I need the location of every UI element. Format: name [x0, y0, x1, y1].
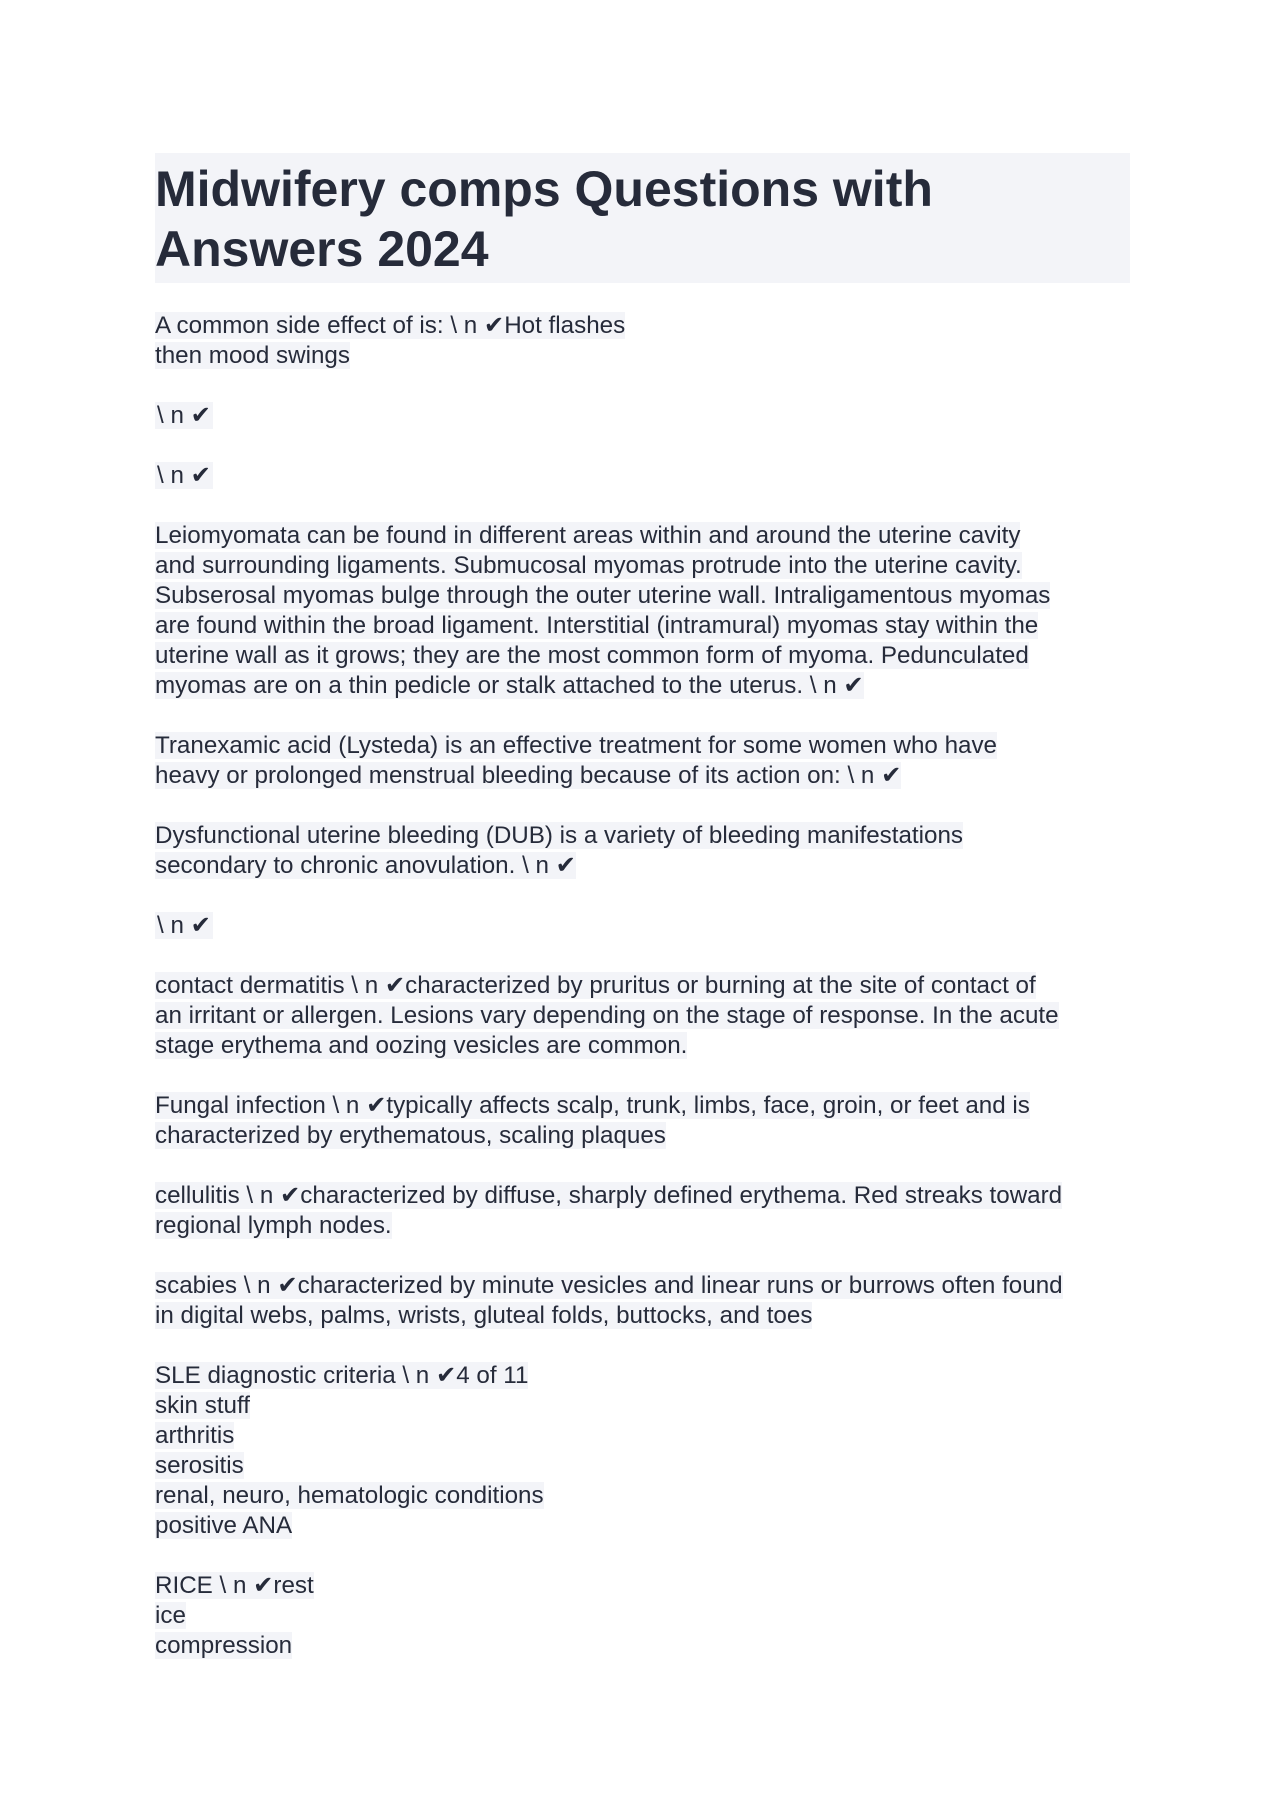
entry-line: \ n ✔: [157, 912, 211, 939]
qa-entry: [155, 971, 1130, 1061]
entry-line: secondary to chronic anovulation. \ n ✔: [155, 852, 576, 879]
entry-line: arthritis: [155, 1422, 235, 1449]
entry-line: positive ANA: [155, 1512, 293, 1539]
entry-line: Leiomyomata can be found in different areas within and around the uterine cavity: [155, 522, 1021, 549]
qa-entry: [155, 1571, 1130, 1661]
entry-line: uterine wall as it grows; they are the most common form of myoma. Pedunculated: [155, 642, 1029, 669]
qa-entry: [155, 461, 1130, 491]
entry-line: RICE \ n ✔rest: [155, 1572, 314, 1599]
entry-line: scabies \ n ✔characterized by minute vesicles and linear runs or burrows often found: [155, 1272, 1063, 1299]
entry-line: compression: [155, 1632, 293, 1659]
qa-entry: [155, 821, 1130, 881]
qa-entry: [155, 1091, 1130, 1151]
qa-entry: [155, 1271, 1130, 1331]
entry-line: and surrounding ligaments. Submucosal myomas protrude into the uterine cavity.: [155, 552, 1022, 579]
entry-line: A common side effect of is: \ n ✔Hot flashes: [155, 312, 626, 339]
entry-line: contact dermatitis \ n ✔characterized by pruritus or burning at the site of contact of: [155, 972, 1036, 999]
entry-line: skin stuff: [155, 1392, 251, 1419]
qa-entry: [155, 521, 1130, 701]
qa-entry: [155, 911, 1130, 941]
entry-line: cellulitis \ n ✔characterized by diffuse, sharply defined erythema. Red streaks toward: [155, 1182, 1063, 1209]
title-block: [155, 153, 1130, 283]
entry-line: SLE diagnostic criteria \ n ✔4 of 11: [155, 1362, 529, 1389]
qa-entry: [155, 1181, 1130, 1241]
entry-line: Fungal infection \ n ✔typically affects scalp, trunk, limbs, face, groin, or feet and is: [155, 1092, 1030, 1119]
entry-line: an irritant or allergen. Lesions vary depending on the stage of response. In the acute: [155, 1002, 1059, 1029]
qa-entry: [155, 731, 1130, 791]
entry-line: serositis: [155, 1452, 244, 1479]
entry-line: heavy or prolonged menstrual bleeding because of its action on: \ n ✔: [155, 762, 902, 789]
entry-line: are found within the broad ligament. Interstitial (intramural) myomas stay within the: [155, 612, 1039, 639]
entry-line: Tranexamic acid (Lysteda) is an effective treatment for some women who have: [155, 732, 998, 759]
entry-line: stage erythema and oozing vesicles are common.: [155, 1032, 688, 1059]
entry-line: \ n ✔: [157, 462, 211, 489]
entry-line: ice: [155, 1602, 186, 1629]
entry-line: \ n ✔: [157, 402, 211, 429]
entry-line: myomas are on a thin pedicle or stalk attached to the uterus. \ n ✔: [155, 672, 864, 699]
document-content: [155, 153, 1130, 1691]
entry-line: Subserosal myomas bulge through the outer uterine wall. Intraligamentous myomas: [155, 582, 1051, 609]
qa-entry: [155, 1361, 1130, 1541]
entry-line: in digital webs, palms, wrists, gluteal folds, buttocks, and toes: [155, 1302, 813, 1329]
entry-line: Dysfunctional uterine bleeding (DUB) is a variety of bleeding manifestations: [155, 822, 964, 849]
entry-line: renal, neuro, hematologic conditions: [155, 1482, 544, 1509]
entry-line: regional lymph nodes.: [155, 1212, 392, 1239]
entry-line: characterized by erythematous, scaling plaques: [155, 1122, 666, 1149]
qa-entry: [155, 311, 1130, 371]
qa-entry: [155, 401, 1130, 431]
entry-line: then mood swings: [155, 342, 350, 369]
page-title: Midwifery comps Questions with Answers 2024: [155, 161, 933, 277]
